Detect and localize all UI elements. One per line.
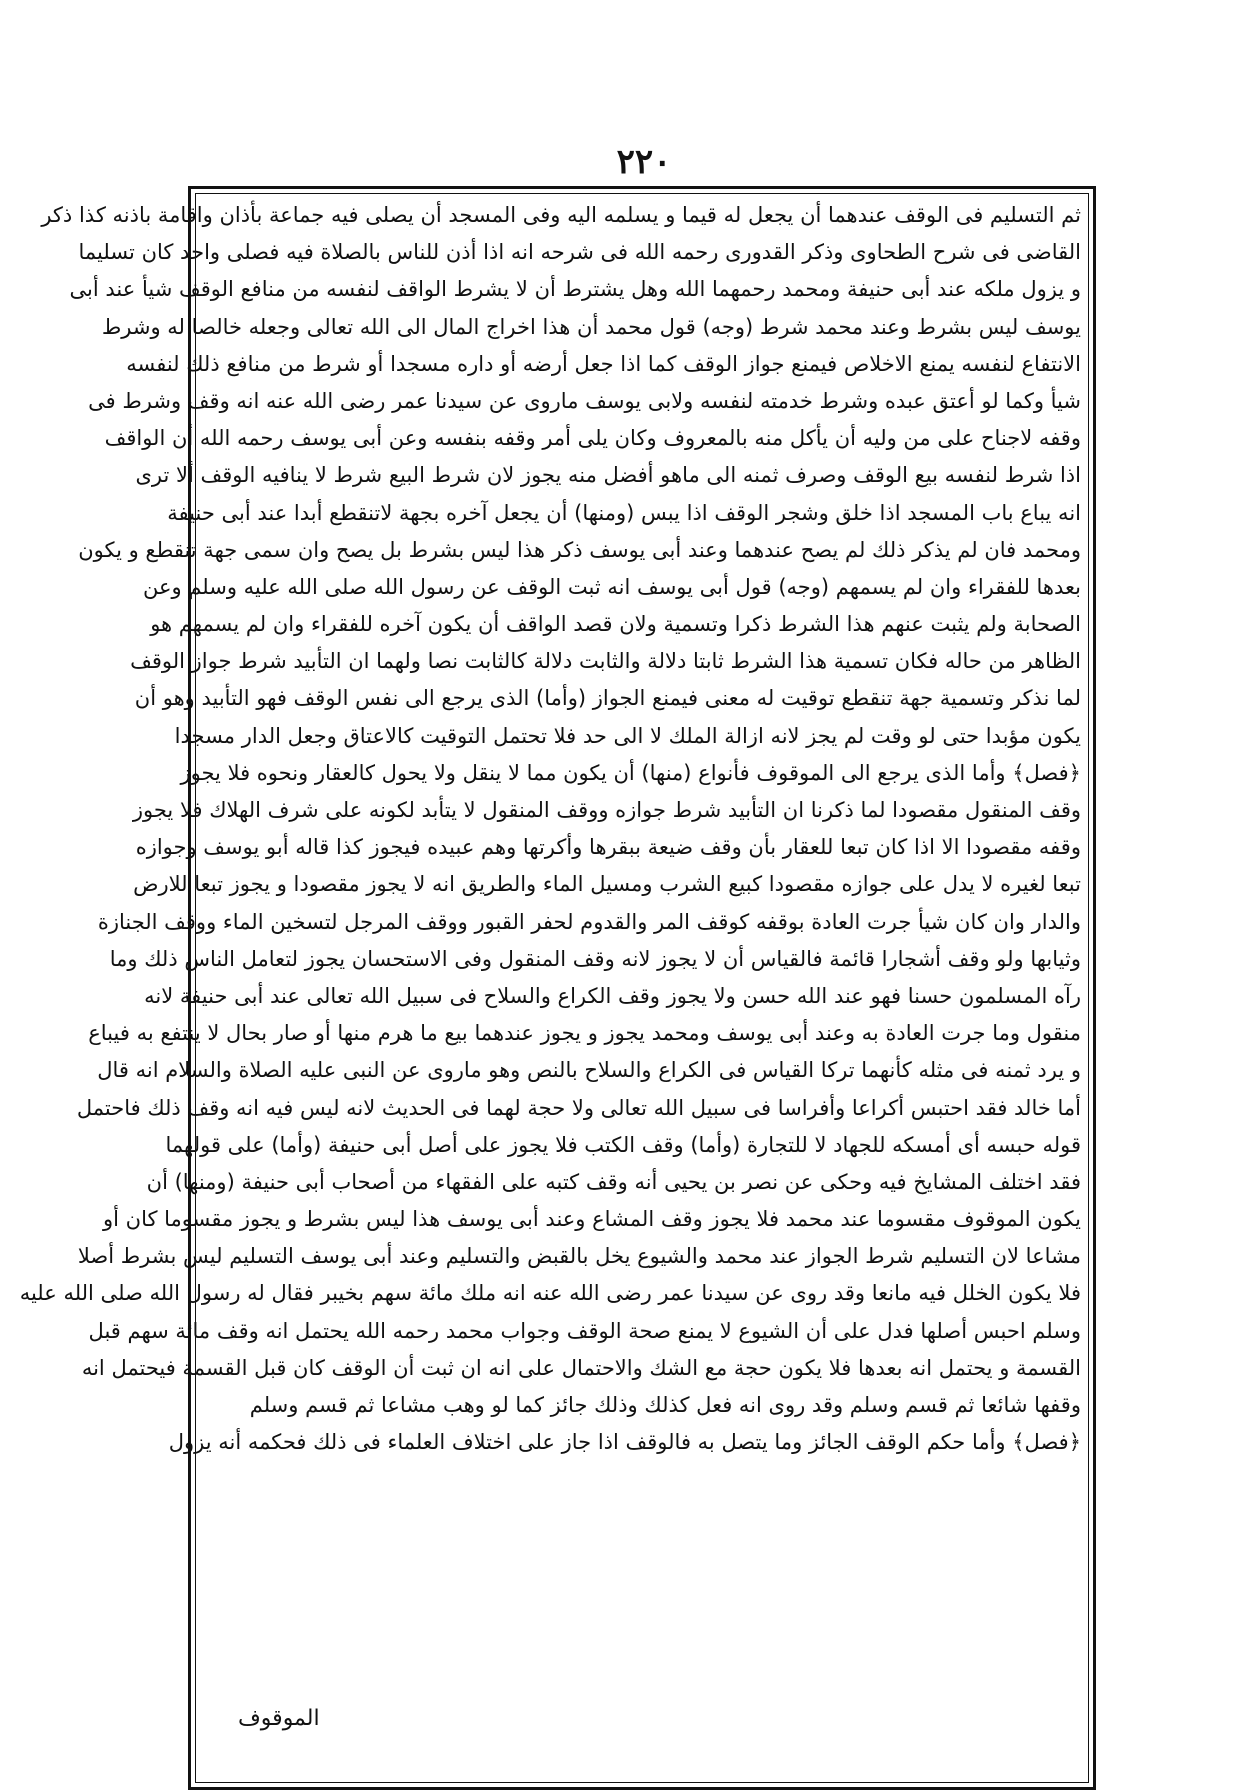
text-line: و يزول ملكه عند أبى حنيفة ومحمد رحمهما الله وهل يشترط أن لا يشرط الواقف لنفسه من منافع الوقف شيأ عند أبى bbox=[69, 277, 1081, 302]
text-line: ﴿فصل﴾ وأما الذى يرجع الى الموقوف فأنواع (منها) أن يكون مما لا ينقل ولا يحول كالعقار ونحوه فلا يجوز bbox=[180, 760, 1081, 785]
text-line: والدار وان كان شيأ جرت العادة بوقفه كوقف المر والقدوم لحفر القبور ووقف المرجل لتسخين الماء ووقف الجنازة bbox=[97, 909, 1081, 934]
page-number: ٢٢٠ bbox=[616, 142, 672, 182]
text-line: مشاعا لان التسليم شرط الجواز عند محمد والشيوع يخل بالقبض والتسليم وعند أبى يوسف التسليم ليس بشرط أصلا bbox=[77, 1244, 1081, 1269]
text-line: تبعا لغيره لا يدل على جوازه مقصودا كبيع الشرب ومسيل الماء والطريق انه لا يجوز مقصودا و يجوز تبعا للارض bbox=[133, 872, 1081, 897]
main-text-block bbox=[19, 197, 1081, 1779]
text-line: وسلم احبس أصلها فدل على أن الشيوع لا يمنع صحة الوقف وجواب محمد رحمه الله يحتمل انه وقف مائة سهم قبل bbox=[88, 1318, 1081, 1343]
text-line: رآه المسلمون حسنا فهو عند الله حسن ولا يجوز وقف الكراع والسلاح فى سبيل الله تعالى عند أبى حنيفة لانه bbox=[144, 983, 1081, 1008]
text-line: وقفه مقصودا الا اذا كان تبعا للعقار بأن وقف ضيعة ببقرها وأكرتها وهم عبيده فيجوز كذا قاله أبو يوسف وجوازه bbox=[135, 835, 1081, 860]
text-line: منقول وما جرت العادة به وعند أبى يوسف ومحمد يجوز و يجوز عندهما بيع ما هرم منها أو صار بحال لا ينتفع به فيباع bbox=[88, 1021, 1081, 1046]
text-line: فلا يكون الخلل فيه مانعا وقد روى عن سيدنا عمر رضى الله عنه انه ملك مائة سهم بخيبر فقال له رسول الله صلى الله عليه bbox=[19, 1281, 1081, 1306]
text-line: انه يباع باب المسجد اذا خلق وشجر الوقف اذا يبس (ومنها) أن يجعل آخره بجهة لاتنقطع أبدا عند أبى حنيفة bbox=[167, 500, 1081, 525]
text-line: شيأ وكما لو أعتق عبده وشرط خدمته لنفسه ولابى يوسف ماروى عن سيدنا عمر رضى الله عنه انه وقف وشرط فى bbox=[88, 388, 1081, 413]
text-line: أما خالد فقد احتبس أكراعا وأفراسا فى سبيل الله تعالى ولا حجة لهما فى الحديث لانه ليس فيه انه وقف ذلك فاحتمل bbox=[76, 1095, 1081, 1120]
text-line: ومحمد فان لم يذكر ذلك لم يصح عندهما وعند أبى يوسف ذكر هذا ليس بشرط بل يصح وان سمى جهة تنقطع و يكون bbox=[78, 537, 1081, 562]
text-line: الظاهر من حاله فكان تسمية هذا الشرط ثابتا دلالة والثابت دلالة كالثابت نصا ولهما ان التأبيد شرط جواز الوقف bbox=[130, 649, 1081, 674]
text-line: وقف المنقول مقصودا لما ذكرنا ان التأبيد شرط جوازه ووقف المنقول لا يتأبد لكونه على شرف الهلاك فلا يجوز bbox=[132, 798, 1081, 822]
text-line: القسمة و يحتمل انه بعدها فلا يكون حجة مع الشك والاحتمال على انه ان ثبت أن الوقف كان قبل القسمة فيحتمل انه bbox=[81, 1355, 1081, 1380]
text-line: الصحابة ولم يثبت عنهم هذا الشرط ذكرا وتسمية ولان قصد الواقف أن يكون آخره للفقراء وان لم يسمهم هو bbox=[150, 612, 1081, 637]
text-line: الانتفاع لنفسه يمنع الاخلاص فيمنع جواز الوقف كما اذا جعل أرضه أو داره مسجدا أو شرط من منافع ذلك لنفسه bbox=[126, 351, 1081, 376]
text-line: قوله حبسه أى أمسكه للجهاد لا للتجارة (وأما) وقف الكتب فلا يجوز على أصل أبى حنيفة (وأما) على قولهما bbox=[165, 1132, 1081, 1157]
text-line: وقفها شائعا ثم قسم وسلم وقد روى انه فعل كذلك وذلك جائز كما لو وهب مشاعا ثم قسم وسلم bbox=[249, 1393, 1081, 1417]
text-line: و يرد ثمنه فى مثله كأنهما تركا القياس فى الكراع والسلاح بالنص وهو ماروى عن النبى عليه الصلاة والسلام انه قال bbox=[97, 1058, 1081, 1083]
text-line: يوسف ليس بشرط وعند محمد شرط (وجه) قول محمد أن هذا اخراج المال الى الله تعالى وجعله خالصا له وشرط bbox=[101, 314, 1081, 339]
text-line: فقد اختلف المشايخ فيه وحكى عن نصر بن يحيى أنه وقف كتبه على الفقهاء من أصحاب أبى حنيفة (ومنها) أن bbox=[146, 1169, 1081, 1194]
text-line: القاضى فى شرح الطحاوى وذكر القدورى رحمه الله فى شرحه انه اذا أذن للناس بالصلاة فيه فصلى واحد كان تسليما bbox=[78, 240, 1081, 265]
text-line: وقفه لاجناح على من وليه أن يأكل منه بالمعروف وكان يلى أمر وقفه بنفسه وعن أبى يوسف رحمه الله أن الواقف bbox=[104, 426, 1081, 451]
text-line: وثيابها ولو وقف أشجارا قائمة فالقياس أن لا يجوز لانه وقف المنقول وفى الاستحسان يجوز لتعامل الناس ذلك وما bbox=[109, 946, 1081, 971]
text-line: يكون مؤبدا حتى لو وقت لم يجز لانه ازالة الملك لا الى حد فلا تحتمل التوقيت كالاعتاق وجعل الدار مسجدا bbox=[174, 723, 1081, 748]
text-line: ثم التسليم فى الوقف عندهما أن يجعل له قيما و يسلمه اليه وفى المسجد أن يصلى فيه جماعة بأذان واقامة باذنه كذا ذكر bbox=[41, 203, 1081, 227]
text-line: اذا شرط لنفسه بيع الوقف وصرف ثمنه الى ماهو أفضل منه يجوز لان شرط البيع شرط لا ينافيه الوقف ألا ترى bbox=[135, 463, 1081, 488]
catchword: الموقوف bbox=[238, 1706, 320, 1731]
text-line: لما نذكر وتسمية جهة تنقطع توقيت له معنى فيمنع الجواز (وأما) الذى يرجع الى نفس الوقف فهو التأبيد وهو أن bbox=[134, 686, 1081, 711]
text-line: يكون الموقوف مقسوما عند محمد فلا يجوز وقف المشاع وعند أبى يوسف هذا ليس بشرط و يجوز مقسوما كان أو bbox=[103, 1207, 1081, 1232]
text-line: ﴿فصل﴾ وأما حكم الوقف الجائز وما يتصل به فالوقف اذا جاز على اختلاف العلماء فى ذلك فحكمه أنه يزول bbox=[168, 1430, 1081, 1455]
text-line: بعدها للفقراء وان لم يسمهم (وجه) قول أبى يوسف انه ثبت الوقف عن رسول الله صلى الله عليه وسلم وعن bbox=[143, 574, 1081, 599]
